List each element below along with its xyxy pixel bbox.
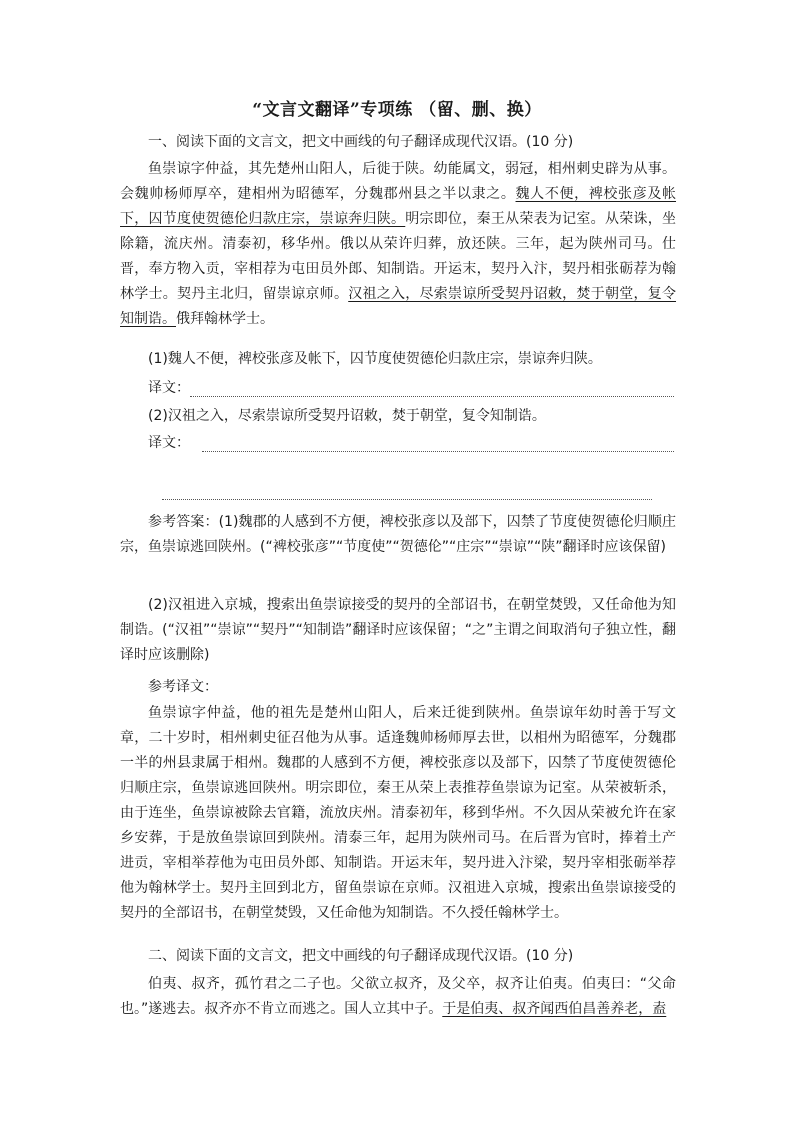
reference-answer-2: (2)汉祖进入京城，搜索出鱼崇谅接受的契丹的全部诏书，在朝堂焚毁，又任命他为知制诰。(“汉祖”“崇谅”“契丹”“知制诰”翻译时应该保留；“之”主谓之间取消句子独立性，翻译时应该删除) <box>120 597 676 663</box>
underlined-sentence-3: 于是伯夷、叔齐闻西伯昌善养老，盍 <box>442 1001 667 1017</box>
reference-translation-label: 参考译文： <box>148 679 218 695</box>
q2-instruction: 二、阅读下面的文言文，把文中画线的句子翻译成现代汉语。(10 分) <box>148 948 574 964</box>
underlined-sentence-1: 魏人不便，裨校张彦及帐下，囚节度使贺德伦归款庄宗，崇谅奔归陕。 <box>120 186 677 227</box>
passage-text: 俄拜翰林学士。 <box>176 311 274 327</box>
q1-instruction: 一、阅读下面的文言文，把文中画线的句子翻译成现代汉语。(10 分) <box>148 134 574 150</box>
reference-answer-1: 参考答案：(1)魏郡的人感到不方便，裨校张彦以及部下，囚禁了节度使贺德伦归顺庄宗，鱼崇谅逃回陕州。(“裨校张彦”“节度使”“贺德伦”“庄宗”“崇谅”“陕”翻译时应该保留) <box>120 514 676 555</box>
reference-translation: 鱼崇谅字仲益，他的祖先是楚州山阳人，后来迁徙到陕州。鱼崇谅年幼时善于写文章，二十岁时，相州刺史征召他为从事。适逢魏帅杨师厚去世，以相州为昭德军，分魏郡一半的州县隶属于相州。魏郡的人感到不方便，裨校张彦以及部下，囚禁了节度使贺德伦归顺庄宗，鱼崇谅逃回陕州。明宗即位，秦王从荣上表推荐鱼崇谅为记室。从荣被斩杀，由于连坐，鱼崇谅被除去官籍，流放庆州。清泰初年，移到华州。不久因从荣被允许在家乡安葬，于是放鱼崇谅回到陕州。清泰三年，起用为陕州司马。在后晋为官时，捧着土产进贡，宰相举荐他为屯田员外郎、知制诰。开运末年，契丹进入汴梁，契丹宰相张砺举荐他为翰林学士。契丹主回到北方，留鱼崇谅在京师。汉祖进入京城，搜索出鱼崇谅接受的契丹的全部诏书，在朝堂焚毁，又任命他为知制诰。不久授任翰林学士。 <box>120 705 676 921</box>
q1-subquestion-1: (1)魏人不便，裨校张彦及帐下，囚节度使贺德伦归款庄宗，崇谅奔归陕。 <box>148 351 602 367</box>
underlined-sentence-2: 汉祖之入，尽索崇谅所受契丹诏敕，焚于朝堂，复令知制诰。 <box>120 286 677 327</box>
answer-label: 译文： <box>148 435 190 451</box>
answer-blank[interactable] <box>190 382 674 397</box>
q1-passage <box>120 157 676 332</box>
answer-line-extra[interactable] <box>162 499 652 500</box>
q2-passage <box>120 972 676 1022</box>
answer-line-1[interactable] <box>148 377 674 397</box>
passage-text: 明宗即位，秦王从荣表为记室。从荣诛，坐除籍，流庆州。清泰初，移华州。俄以从荣许归葬，放还陕。三年，起为陕州司马。仕晋，奉方物入贡，宰相荐为屯田员外郎、知制诰。开运末，契丹入汴，契丹相张砺荐为翰林学士。契丹主北归，留崇谅京师。 <box>120 211 677 302</box>
passage-text: 鱼崇谅字仲益，其先楚州山阳人，后徙于陕。幼能属文，弱冠，相州刺史辟为从事。会魏帅杨师厚卒，建相州为昭德军，分魏郡州县之半以隶之。 <box>120 161 676 202</box>
answer-line-2[interactable] <box>148 432 674 452</box>
document-title: “文言文翻译”专项练 （留、删、换） <box>252 100 542 120</box>
answer-blank[interactable] <box>202 437 674 452</box>
answer-label: 译文： <box>148 380 190 396</box>
q1-subquestion-2: (2)汉祖之入，尽索崇谅所受契丹诏敕，焚于朝堂，复令知制诰。 <box>148 408 546 424</box>
passage-text: 伯夷、叔齐，孤竹君之二子也。父欲立叔齐，及父卒，叔齐让伯夷。伯夷曰：“父命也。”遂逃去。叔齐亦不肯立而逃之。国人立其中子。 <box>120 976 676 1017</box>
